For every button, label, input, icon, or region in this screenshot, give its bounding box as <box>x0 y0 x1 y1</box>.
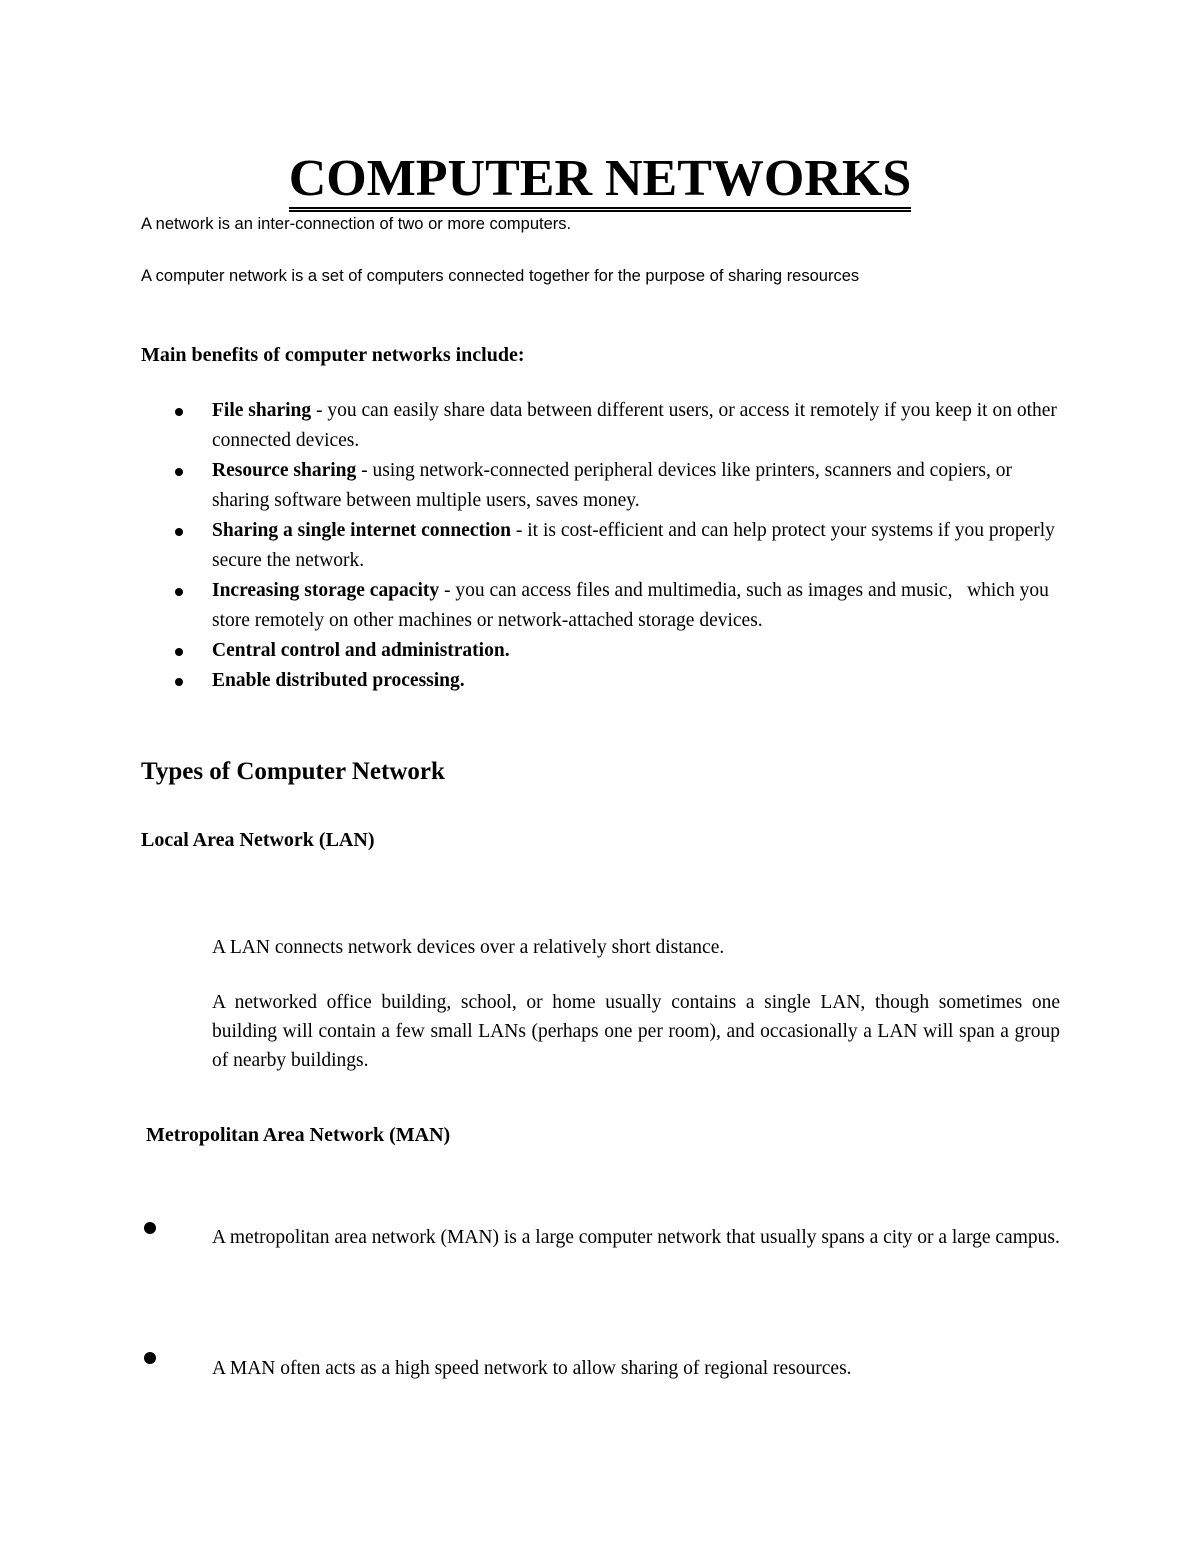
benefits-list <box>141 396 1061 696</box>
benefit-item <box>141 666 1061 696</box>
benefit-item <box>141 396 1061 456</box>
bullet-icon <box>144 1352 156 1364</box>
benefit-item <box>141 576 1061 636</box>
benefit-term: File sharing <box>212 400 312 421</box>
man-point-2: A MAN often acts as a high speed network to allow sharing of regional resources. <box>212 1358 852 1379</box>
bullet-icon <box>175 678 183 686</box>
benefits-heading: Main benefits of computer networks include: <box>141 344 525 366</box>
lan-paragraph-1: A LAN connects network devices over a relatively short distance. <box>212 937 725 958</box>
benefit-text: - you can access files and multimedia, such as images and music, which you store remotely on other machines or network-attached storage devices. <box>212 580 1054 631</box>
types-heading: Types of Computer Network <box>141 758 445 785</box>
benefit-text: - you can easily share data between different users, or access it remotely if you keep it on other connected devices. <box>212 400 1057 451</box>
benefit-item <box>141 636 1061 666</box>
benefit-text: - using network-connected peripheral devices like printers, scanners and copiers, or sharing software between multiple users, saves money. <box>212 460 1012 511</box>
benefit-term: Central control and administration. <box>212 640 510 661</box>
man-point-1: A metropolitan area network (MAN) is a large computer network that usually spans a city or a large campus. <box>212 1227 1060 1248</box>
lan-heading: Local Area Network (LAN) <box>141 829 375 851</box>
benefit-term: Increasing storage capacity <box>212 580 440 601</box>
man-heading: Metropolitan Area Network (MAN) <box>146 1124 451 1146</box>
intro-paragraph-1: A network is an inter-connection of two or more computers. <box>141 215 572 233</box>
bullet-icon <box>175 408 183 416</box>
benefit-term: Enable distributed processing. <box>212 670 465 691</box>
page-title-text: COMPUTER NETWORKS <box>289 151 912 212</box>
benefit-term: Resource sharing <box>212 460 357 481</box>
lan-paragraph-2: A networked office building, school, or home usually contains a single LAN, though sometimes one building will contain a few small LANs (perhaps one per room), and occasionally a LAN will span a group of nearby buildings. <box>212 992 1060 1071</box>
page-title <box>0 148 1200 212</box>
bullet-icon <box>175 588 183 596</box>
bullet-icon <box>175 528 183 536</box>
bullet-icon <box>144 1222 156 1234</box>
benefit-item <box>141 516 1061 576</box>
bullet-icon <box>175 648 183 656</box>
benefit-item <box>141 456 1061 516</box>
bullet-icon <box>175 468 183 476</box>
intro-paragraph-2: A computer network is a set of computers connected together for the purpose of sharing resources <box>141 267 860 285</box>
benefit-term: Sharing a single internet connection <box>212 520 512 541</box>
benefit-text: - it is cost-efficient and can help protect your systems if you properly secure the network. <box>212 520 1055 571</box>
